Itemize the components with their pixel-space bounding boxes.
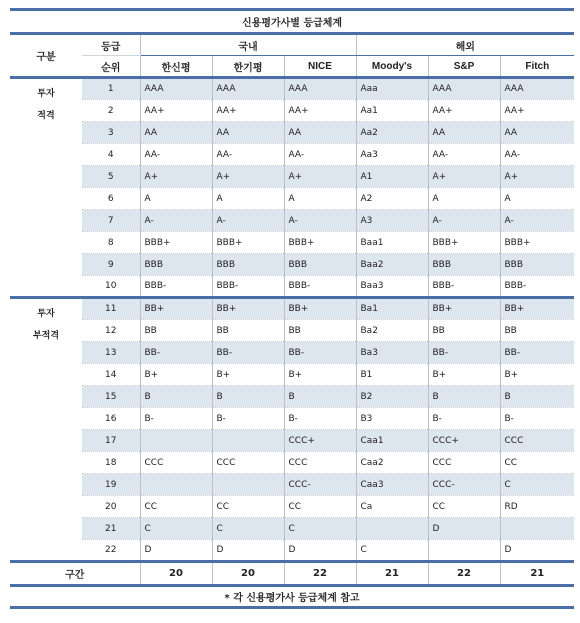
rating-cell: B — [428, 386, 500, 408]
rating-cell: BBB+ — [428, 232, 500, 254]
table-row — [10, 540, 574, 562]
rating-cell: C — [212, 518, 284, 540]
rating-cell: AA — [428, 122, 500, 144]
rating-cell: B+ — [140, 364, 212, 386]
rating-cell: AA- — [284, 144, 356, 166]
rating-cell: AA — [500, 122, 574, 144]
total-value: 22 — [428, 562, 500, 586]
rank-header: 순위 — [82, 56, 140, 78]
rating-cell: A- — [140, 210, 212, 232]
rating-table — [10, 8, 574, 609]
table-row — [10, 188, 574, 210]
rating-cell: AA+ — [212, 100, 284, 122]
rating-cell: D — [140, 540, 212, 562]
rating-cell: B2 — [356, 386, 428, 408]
header-row-2 — [10, 56, 574, 78]
rating-cell: A — [428, 188, 500, 210]
table-row — [10, 78, 574, 100]
rating-cell: C — [356, 540, 428, 562]
total-row — [10, 562, 574, 586]
rating-cell: BBB — [500, 254, 574, 276]
rating-cell: AAA — [500, 78, 574, 100]
rating-cell: AAA — [212, 78, 284, 100]
rating-cell: Ca — [356, 496, 428, 518]
category-header: 구분 — [10, 34, 82, 78]
rank-cell: 5 — [82, 166, 140, 188]
rating-cell: C — [284, 518, 356, 540]
table-row — [10, 364, 574, 386]
table-row — [10, 496, 574, 518]
title-row — [10, 10, 574, 34]
rating-cell: A+ — [212, 166, 284, 188]
rating-cell: Ba1 — [356, 298, 428, 320]
rating-cell: Baa3 — [356, 276, 428, 298]
rank-cell: 20 — [82, 496, 140, 518]
rating-cell: AA — [140, 122, 212, 144]
rating-cell: B- — [140, 408, 212, 430]
table-row — [10, 210, 574, 232]
total-value: 21 — [500, 562, 574, 586]
rating-cell: B- — [284, 408, 356, 430]
rating-cell: BB — [212, 320, 284, 342]
rank-cell: 6 — [82, 188, 140, 210]
table-row — [10, 430, 574, 452]
rank-cell: 16 — [82, 408, 140, 430]
rating-cell: CCC — [140, 452, 212, 474]
agency-header-hanshin: 한신평 — [140, 56, 212, 78]
group-label-line: 부적격 — [32, 331, 60, 341]
rating-cell: CCC — [500, 430, 574, 452]
rank-cell: 9 — [82, 254, 140, 276]
rating-cell: CCC — [428, 452, 500, 474]
rating-cell: B- — [212, 408, 284, 430]
overseas-header: 해외 — [356, 34, 574, 56]
rank-cell: 2 — [82, 100, 140, 122]
rating-cell: BB- — [284, 342, 356, 364]
rating-cell: BB- — [428, 342, 500, 364]
rating-cell — [428, 540, 500, 562]
rating-cell: BBB — [140, 254, 212, 276]
rating-cell: BB- — [212, 342, 284, 364]
rank-cell: 18 — [82, 452, 140, 474]
rank-cell: 3 — [82, 122, 140, 144]
group-label-line: 투자 — [37, 89, 55, 99]
rating-cell: A1 — [356, 166, 428, 188]
rating-cell: BB- — [500, 342, 574, 364]
rating-cell: BB+ — [428, 298, 500, 320]
table-row — [10, 254, 574, 276]
rating-cell: BB — [140, 320, 212, 342]
domestic-header: 국내 — [140, 34, 356, 56]
table-row — [10, 144, 574, 166]
rating-cell: D — [500, 540, 574, 562]
rating-cell: A- — [212, 210, 284, 232]
rating-cell: BB- — [140, 342, 212, 364]
rating-cell: Ba3 — [356, 342, 428, 364]
rating-cell: RD — [500, 496, 574, 518]
rating-cell: CC — [428, 496, 500, 518]
rank-cell: 7 — [82, 210, 140, 232]
rating-cell: CCC- — [428, 474, 500, 496]
rating-cell: BB+ — [284, 298, 356, 320]
table-row — [10, 342, 574, 364]
table-row — [10, 452, 574, 474]
rating-cell: B- — [428, 408, 500, 430]
rating-cell: BBB — [428, 254, 500, 276]
rating-cell: Aa2 — [356, 122, 428, 144]
rank-cell: 10 — [82, 276, 140, 298]
rating-cell: BB+ — [140, 298, 212, 320]
rating-cell: BB — [500, 320, 574, 342]
grade-header: 등급 — [82, 34, 140, 56]
table-row — [10, 100, 574, 122]
rating-cell: B — [284, 386, 356, 408]
rating-cell — [212, 430, 284, 452]
rating-cell: CCC — [212, 452, 284, 474]
rating-cell: CCC- — [284, 474, 356, 496]
rating-cell: CC — [140, 496, 212, 518]
rating-cell: B+ — [428, 364, 500, 386]
rating-cell: AAA — [140, 78, 212, 100]
rating-cell: CCC+ — [428, 430, 500, 452]
rank-cell: 22 — [82, 540, 140, 562]
rank-cell: 15 — [82, 386, 140, 408]
rating-cell: A+ — [428, 166, 500, 188]
speculative-grade-label — [10, 298, 82, 562]
agency-header-sp: S&P — [428, 56, 500, 78]
rating-cell: AA+ — [500, 100, 574, 122]
rating-cell: A+ — [140, 166, 212, 188]
total-value: 21 — [356, 562, 428, 586]
rating-cell: AA- — [500, 144, 574, 166]
rating-cell — [212, 474, 284, 496]
rating-cell: B — [140, 386, 212, 408]
rank-cell: 1 — [82, 78, 140, 100]
rating-cell: BB — [428, 320, 500, 342]
table-row — [10, 232, 574, 254]
rating-cell: A2 — [356, 188, 428, 210]
rating-cell: CC — [284, 496, 356, 518]
rating-cell: D — [428, 518, 500, 540]
table-row — [10, 474, 574, 496]
rating-cell: B+ — [284, 364, 356, 386]
group-label-line: 투자 — [37, 309, 55, 319]
rating-cell: BBB — [284, 254, 356, 276]
note-row — [10, 586, 574, 608]
rank-cell: 12 — [82, 320, 140, 342]
rating-cell: BBB- — [284, 276, 356, 298]
table-row — [10, 298, 574, 320]
rating-cell: CC — [500, 452, 574, 474]
rating-cell: A- — [428, 210, 500, 232]
table-row — [10, 320, 574, 342]
rating-cell: AAA — [428, 78, 500, 100]
rating-cell: Caa3 — [356, 474, 428, 496]
rating-cell: A — [212, 188, 284, 210]
rating-cell: BB+ — [500, 298, 574, 320]
rating-cell: BB+ — [212, 298, 284, 320]
rank-cell: 17 — [82, 430, 140, 452]
rating-cell: Aaa — [356, 78, 428, 100]
rating-cell: A — [140, 188, 212, 210]
rating-cell — [356, 518, 428, 540]
table-row — [10, 408, 574, 430]
rating-cell: Aa1 — [356, 100, 428, 122]
rating-cell: AA+ — [284, 100, 356, 122]
table-row — [10, 518, 574, 540]
rating-cell: Baa2 — [356, 254, 428, 276]
rank-cell: 11 — [82, 298, 140, 320]
agency-header-moodys: Moody's — [356, 56, 428, 78]
rating-cell: CCC — [284, 452, 356, 474]
rating-cell: AAA — [284, 78, 356, 100]
rating-cell: AA- — [428, 144, 500, 166]
rating-cell: BBB+ — [140, 232, 212, 254]
total-value: 20 — [140, 562, 212, 586]
rating-cell: B1 — [356, 364, 428, 386]
rating-cell: A3 — [356, 210, 428, 232]
rating-cell: AA+ — [140, 100, 212, 122]
rating-cell: BBB- — [428, 276, 500, 298]
rank-cell: 4 — [82, 144, 140, 166]
rating-cell: Ba2 — [356, 320, 428, 342]
group-label-line: 적격 — [37, 111, 55, 121]
rating-cell: A — [500, 188, 574, 210]
rating-cell: BBB+ — [284, 232, 356, 254]
rating-cell — [140, 474, 212, 496]
rating-cell: A- — [500, 210, 574, 232]
rating-cell: B — [500, 386, 574, 408]
rating-cell: CC — [212, 496, 284, 518]
rating-cell: Caa2 — [356, 452, 428, 474]
investment-grade-label — [10, 78, 82, 298]
rating-cell: A — [284, 188, 356, 210]
rating-cell: BBB- — [212, 276, 284, 298]
table-row — [10, 122, 574, 144]
table-row — [10, 276, 574, 298]
rating-cell: Caa1 — [356, 430, 428, 452]
rating-cell — [500, 518, 574, 540]
rating-cell: BB — [284, 320, 356, 342]
table-row — [10, 166, 574, 188]
rating-cell: C — [500, 474, 574, 496]
agency-header-fitch: Fitch — [500, 56, 574, 78]
rating-cell: D — [284, 540, 356, 562]
agency-header-hangi: 한기평 — [212, 56, 284, 78]
rating-cell: BBB- — [140, 276, 212, 298]
rating-cell: B+ — [212, 364, 284, 386]
rating-cell: AA- — [140, 144, 212, 166]
rank-cell: 21 — [82, 518, 140, 540]
rating-cell: BBB — [212, 254, 284, 276]
footnote: * 각 신용평가사 등급체계 참고 — [10, 586, 574, 608]
rating-cell: B3 — [356, 408, 428, 430]
rating-cell: B- — [500, 408, 574, 430]
rating-cell: Baa1 — [356, 232, 428, 254]
table-title: 신용평가사별 등급체계 — [10, 10, 574, 34]
rating-cell: B+ — [500, 364, 574, 386]
rating-cell: BBB+ — [212, 232, 284, 254]
rating-cell: A+ — [500, 166, 574, 188]
rating-cell: AA — [212, 122, 284, 144]
rank-cell: 14 — [82, 364, 140, 386]
rating-cell: C — [140, 518, 212, 540]
header-row-1 — [10, 34, 574, 56]
rating-cell: B — [212, 386, 284, 408]
rating-cell: Aa3 — [356, 144, 428, 166]
rating-cell: BBB- — [500, 276, 574, 298]
rating-cell: A+ — [284, 166, 356, 188]
rating-cell: D — [212, 540, 284, 562]
agency-header-nice: NICE — [284, 56, 356, 78]
table-row — [10, 386, 574, 408]
rating-cell: CCC+ — [284, 430, 356, 452]
total-value: 20 — [212, 562, 284, 586]
total-value: 22 — [284, 562, 356, 586]
rating-cell: AA — [284, 122, 356, 144]
rank-cell: 13 — [82, 342, 140, 364]
total-label: 구간 — [10, 562, 140, 586]
rating-cell: BBB+ — [500, 232, 574, 254]
rank-cell: 19 — [82, 474, 140, 496]
rating-cell: AA+ — [428, 100, 500, 122]
rating-cell — [140, 430, 212, 452]
rank-cell: 8 — [82, 232, 140, 254]
rating-cell: AA- — [212, 144, 284, 166]
rating-cell: A- — [284, 210, 356, 232]
